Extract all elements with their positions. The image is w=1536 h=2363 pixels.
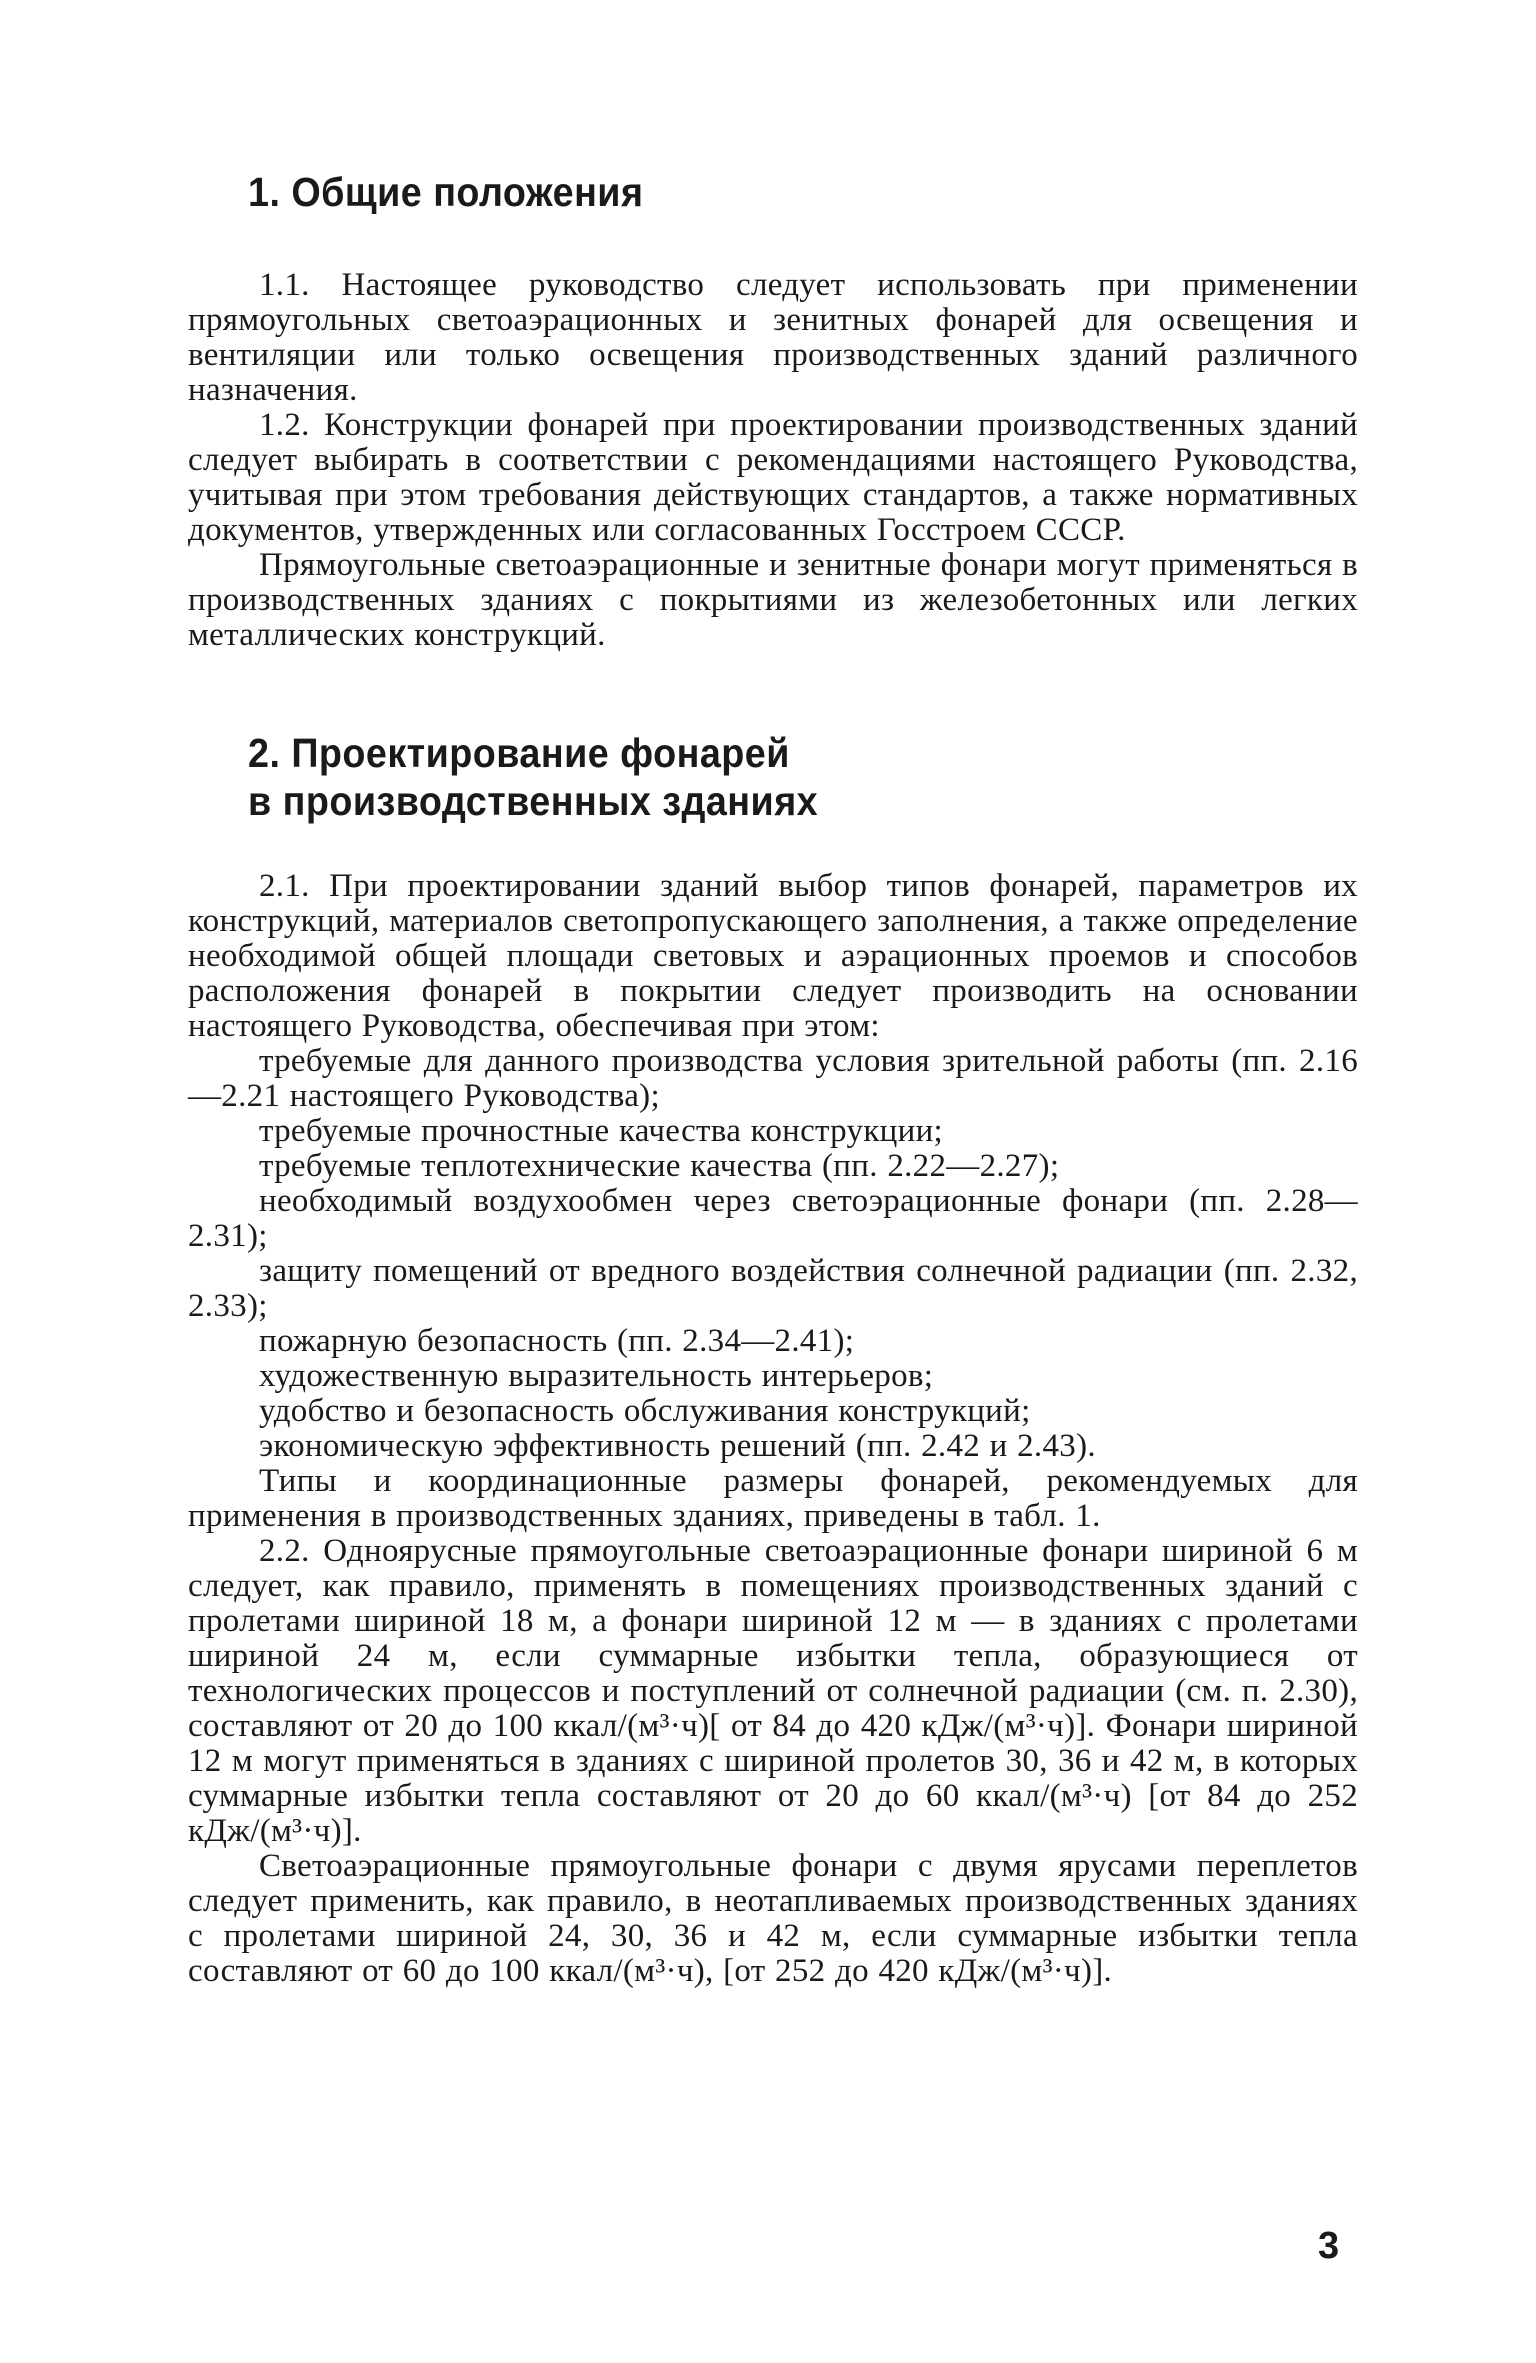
page-number: 3: [1318, 2225, 1340, 2267]
section-2-heading: [248, 729, 1269, 825]
list-item-air-exchange: необходимый воздухообмен через светоэрационные фонари (пп. 2.28—2.31);: [188, 1183, 1358, 1254]
list-item-economy: экономическую эффективность решений (пп. 2.42 и 2.43).: [259, 1428, 1096, 1464]
list-item-interior-art: художественную выразительность интерьеров;: [259, 1358, 934, 1394]
paragraph-types-table: Типы и координационные размеры фонарей, рекомендуемых для применения в производственных зданиях, приведены в табл. 1.: [188, 1463, 1358, 1534]
paragraph-1-1: 1.1. Настоящее руководство следует использовать при применении прямоугольных светоаэрационных и зенитных фонарей для освещения и вентиляции или только освещения производственных зданий различного назначения.: [188, 267, 1358, 408]
list-item-maintenance: удобство и безопасность обслуживания конструкций;: [259, 1393, 1031, 1429]
section-2-heading-line-1: 2. Проектирование фонарей: [248, 730, 790, 776]
list-item-strength: требуемые прочностные качества конструкции;: [259, 1113, 944, 1149]
section-2-heading-line-2: в производственных зданиях: [248, 778, 819, 824]
list-item-fire-safety: пожарную безопасность (пп. 2.34—2.41);: [259, 1323, 855, 1359]
paragraph-two-tier: Светоаэрационные прямоугольные фонари с двумя ярусами переплетов следует применить, как правило, в неотапливаемых производственных зданиях с пролетами шириной 24, 30, 36 и 42 м, если суммарные избытки тепла составляют от 60 до 100 ккал/(м³·ч), [от 252 до 420 кДж/(м³·ч)].: [188, 1848, 1358, 1989]
paragraph-2-2: 2.2. Одноярусные прямоугольные светоаэрационные фонари шириной 6 м следует, как правило, применять в помещениях производственных зданий с пролетами шириной 18 м, а фонари шириной 12 м — в зданиях с пролетами шириной 24 м, если суммарные избытки тепла, образующиеся от технологических процессов и поступлений от солнечной радиации (см. п. 2.30), составляют от 20 до 100 ккал/(м³·ч)[ от 84 до 420 кДж/(м³·ч)]. Фонари шириной 12 м могут применяться в зданиях с шириной пролетов 30, 36 и 42 м, в которых суммарные избытки тепла составляют от 20 до 60 ккал/(м³·ч) [от 84 до 252 кДж/(м³·ч)].: [188, 1533, 1358, 1849]
document-page: [188, 168, 1358, 1989]
list-item-visual-work: требуемые для данного производства условия зрительной работы (пп. 2.16—2.21 настоящего Руководства);: [188, 1043, 1358, 1114]
paragraph-1-2: 1.2. Конструкции фонарей при проектировании производственных зданий следует выбирать в соответствии с рекомендациями настоящего Руководства, учитывая при этом требования действующих стандартов, а также нормативных документов, утвержденных или согласованных Госстроем СССР.: [188, 407, 1358, 548]
section-1-heading: [248, 168, 1269, 216]
paragraph-1-3: Прямоугольные светоаэрационные и зенитные фонари могут применяться в производственных зданиях с покрытиями из железобетонных или легких металлических конструкций.: [188, 547, 1358, 653]
list-item-solar-protection: защиту помещений от вредного воздействия солнечной радиации (пп. 2.32, 2.33);: [188, 1253, 1358, 1324]
paragraph-2-1: 2.1. При проектировании зданий выбор типов фонарей, параметров их конструкций, материалов светопропускающего заполнения, а также определение необходимой общей площади световых и аэрационных проемов и способов расположения фонарей в покрытии следует производить на основании настоящего Руководства, обеспечивая при этом:: [188, 868, 1358, 1044]
section-1-heading-text: 1. Общие положения: [248, 169, 644, 215]
list-item-thermal: требуемые теплотехнические качества (пп. 2.22—2.27);: [259, 1148, 1060, 1184]
